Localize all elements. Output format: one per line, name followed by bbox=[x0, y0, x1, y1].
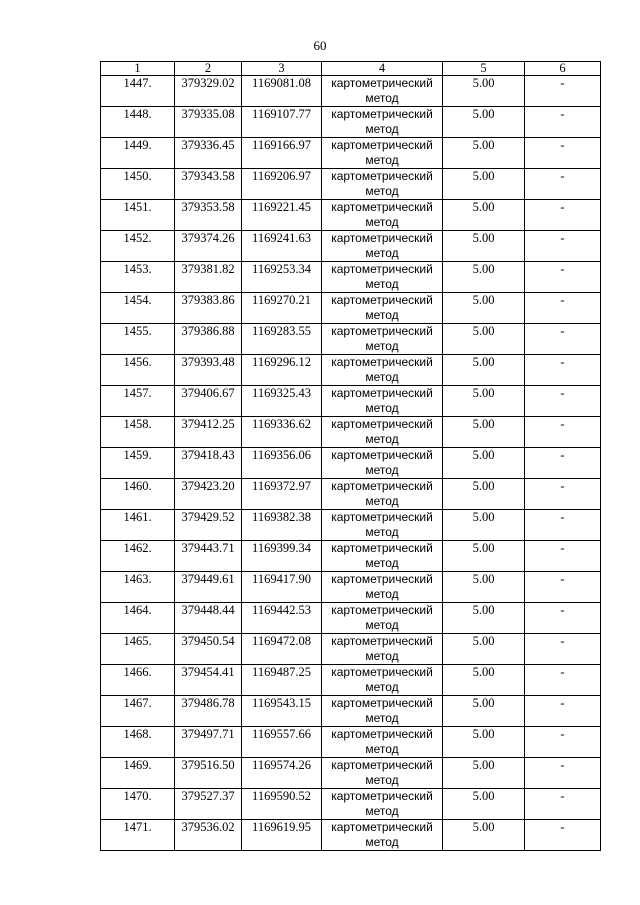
y-coordinate-cell: 1169107.77 bbox=[242, 107, 322, 138]
table-row bbox=[101, 293, 601, 324]
table-row bbox=[101, 820, 601, 851]
error-cell: 5.00 bbox=[443, 510, 525, 541]
x-coordinate-cell: 379454.41 bbox=[175, 665, 242, 696]
col6-cell: - bbox=[525, 758, 601, 789]
method-line-1: картометрический bbox=[331, 231, 433, 245]
method-line-1: картометрический bbox=[331, 386, 433, 400]
col6-cell: - bbox=[525, 324, 601, 355]
method-line-2: метод bbox=[365, 556, 399, 570]
x-coordinate-cell: 379412.25 bbox=[175, 417, 242, 448]
table-row bbox=[101, 510, 601, 541]
table-row bbox=[101, 665, 601, 696]
x-coordinate-cell: 379335.08 bbox=[175, 107, 242, 138]
method-cell bbox=[322, 634, 443, 665]
error-cell: 5.00 bbox=[443, 231, 525, 262]
col6-cell: - bbox=[525, 448, 601, 479]
method-line-1: картометрический bbox=[331, 634, 433, 648]
x-coordinate-cell: 379449.61 bbox=[175, 572, 242, 603]
x-coordinate-cell: 379393.48 bbox=[175, 355, 242, 386]
y-coordinate-cell: 1169472.08 bbox=[242, 634, 322, 665]
method-cell bbox=[322, 138, 443, 169]
x-coordinate-cell: 379383.86 bbox=[175, 293, 242, 324]
x-coordinate-cell: 379516.50 bbox=[175, 758, 242, 789]
y-coordinate-cell: 1169241.63 bbox=[242, 231, 322, 262]
table-row bbox=[101, 107, 601, 138]
table-row bbox=[101, 479, 601, 510]
table-row bbox=[101, 386, 601, 417]
table-row bbox=[101, 262, 601, 293]
y-coordinate-cell: 1169325.43 bbox=[242, 386, 322, 417]
col6-cell: - bbox=[525, 789, 601, 820]
method-line-2: метод bbox=[365, 649, 399, 663]
point-number-cell: 1449. bbox=[101, 138, 175, 169]
method-line-2: метод bbox=[365, 91, 399, 105]
y-coordinate-cell: 1169574.26 bbox=[242, 758, 322, 789]
method-line-2: метод bbox=[365, 432, 399, 446]
header-col-4: 4 bbox=[322, 62, 443, 76]
method-line-1: картометрический bbox=[331, 169, 433, 183]
method-line-1: картометрический bbox=[331, 789, 433, 803]
table-row bbox=[101, 355, 601, 386]
x-coordinate-cell: 379486.78 bbox=[175, 696, 242, 727]
error-cell: 5.00 bbox=[443, 448, 525, 479]
y-coordinate-cell: 1169283.55 bbox=[242, 324, 322, 355]
page-number: 60 bbox=[313, 38, 327, 53]
error-cell: 5.00 bbox=[443, 138, 525, 169]
error-cell: 5.00 bbox=[443, 789, 525, 820]
method-line-1: картометрический bbox=[331, 448, 433, 462]
point-number-cell: 1452. bbox=[101, 231, 175, 262]
method-line-2: метод bbox=[365, 184, 399, 198]
point-number-cell: 1469. bbox=[101, 758, 175, 789]
method-line-1: картометрический bbox=[331, 417, 433, 431]
point-number-cell: 1448. bbox=[101, 107, 175, 138]
error-cell: 5.00 bbox=[443, 262, 525, 293]
method-line-2: метод bbox=[365, 680, 399, 694]
method-line-1: картометрический bbox=[331, 138, 433, 152]
coordinates-table bbox=[100, 61, 601, 851]
error-cell: 5.00 bbox=[443, 572, 525, 603]
method-line-2: метод bbox=[365, 618, 399, 632]
method-line-1: картометрический bbox=[331, 262, 433, 276]
method-line-2: метод bbox=[365, 587, 399, 601]
method-line-2: метод bbox=[365, 339, 399, 353]
point-number-cell: 1467. bbox=[101, 696, 175, 727]
method-line-2: метод bbox=[365, 525, 399, 539]
point-number-cell: 1459. bbox=[101, 448, 175, 479]
header-col-3: 3 bbox=[242, 62, 322, 76]
point-number-cell: 1454. bbox=[101, 293, 175, 324]
col6-cell: - bbox=[525, 541, 601, 572]
y-coordinate-cell: 1169417.90 bbox=[242, 572, 322, 603]
method-line-2: метод bbox=[365, 308, 399, 322]
table-row bbox=[101, 696, 601, 727]
error-cell: 5.00 bbox=[443, 820, 525, 851]
table-row bbox=[101, 200, 601, 231]
col6-cell: - bbox=[525, 138, 601, 169]
error-cell: 5.00 bbox=[443, 479, 525, 510]
y-coordinate-cell: 1169081.08 bbox=[242, 76, 322, 107]
table-row bbox=[101, 324, 601, 355]
error-cell: 5.00 bbox=[443, 417, 525, 448]
method-line-1: картометрический bbox=[331, 603, 433, 617]
x-coordinate-cell: 379448.44 bbox=[175, 603, 242, 634]
method-line-1: картометрический bbox=[331, 541, 433, 555]
method-cell bbox=[322, 820, 443, 851]
col6-cell: - bbox=[525, 355, 601, 386]
method-line-2: метод bbox=[365, 153, 399, 167]
error-cell: 5.00 bbox=[443, 107, 525, 138]
y-coordinate-cell: 1169382.38 bbox=[242, 510, 322, 541]
error-cell: 5.00 bbox=[443, 727, 525, 758]
method-cell bbox=[322, 262, 443, 293]
method-cell bbox=[322, 727, 443, 758]
y-coordinate-cell: 1169590.52 bbox=[242, 789, 322, 820]
method-cell bbox=[322, 386, 443, 417]
table-row bbox=[101, 572, 601, 603]
error-cell: 5.00 bbox=[443, 169, 525, 200]
point-number-cell: 1463. bbox=[101, 572, 175, 603]
x-coordinate-cell: 379329.02 bbox=[175, 76, 242, 107]
y-coordinate-cell: 1169356.06 bbox=[242, 448, 322, 479]
table-body bbox=[101, 76, 601, 851]
table-header-row bbox=[101, 62, 601, 76]
header-col-5: 5 bbox=[443, 62, 525, 76]
method-cell bbox=[322, 231, 443, 262]
error-cell: 5.00 bbox=[443, 76, 525, 107]
col6-cell: - bbox=[525, 572, 601, 603]
method-line-2: метод bbox=[365, 370, 399, 384]
y-coordinate-cell: 1169372.97 bbox=[242, 479, 322, 510]
method-line-1: картометрический bbox=[331, 324, 433, 338]
method-cell bbox=[322, 541, 443, 572]
point-number-cell: 1450. bbox=[101, 169, 175, 200]
method-line-1: картометрический bbox=[331, 355, 433, 369]
y-coordinate-cell: 1169206.97 bbox=[242, 169, 322, 200]
method-line-1: картометрический bbox=[331, 76, 433, 90]
method-line-1: картометрический bbox=[331, 665, 433, 679]
y-coordinate-cell: 1169619.95 bbox=[242, 820, 322, 851]
method-line-2: метод bbox=[365, 494, 399, 508]
point-number-cell: 1470. bbox=[101, 789, 175, 820]
y-coordinate-cell: 1169166.97 bbox=[242, 138, 322, 169]
error-cell: 5.00 bbox=[443, 293, 525, 324]
col6-cell: - bbox=[525, 634, 601, 665]
method-cell bbox=[322, 107, 443, 138]
x-coordinate-cell: 379374.26 bbox=[175, 231, 242, 262]
table-row bbox=[101, 231, 601, 262]
x-coordinate-cell: 379443.71 bbox=[175, 541, 242, 572]
error-cell: 5.00 bbox=[443, 386, 525, 417]
y-coordinate-cell: 1169399.34 bbox=[242, 541, 322, 572]
x-coordinate-cell: 379497.71 bbox=[175, 727, 242, 758]
point-number-cell: 1460. bbox=[101, 479, 175, 510]
method-cell bbox=[322, 417, 443, 448]
method-cell bbox=[322, 479, 443, 510]
col6-cell: - bbox=[525, 727, 601, 758]
col6-cell: - bbox=[525, 293, 601, 324]
point-number-cell: 1447. bbox=[101, 76, 175, 107]
error-cell: 5.00 bbox=[443, 603, 525, 634]
y-coordinate-cell: 1169557.66 bbox=[242, 727, 322, 758]
method-cell bbox=[322, 293, 443, 324]
y-coordinate-cell: 1169221.45 bbox=[242, 200, 322, 231]
x-coordinate-cell: 379406.67 bbox=[175, 386, 242, 417]
col6-cell: - bbox=[525, 231, 601, 262]
col6-cell: - bbox=[525, 107, 601, 138]
method-line-1: картометрический bbox=[331, 107, 433, 121]
table-row bbox=[101, 758, 601, 789]
table-row bbox=[101, 603, 601, 634]
point-number-cell: 1466. bbox=[101, 665, 175, 696]
point-number-cell: 1457. bbox=[101, 386, 175, 417]
point-number-cell: 1453. bbox=[101, 262, 175, 293]
col6-cell: - bbox=[525, 820, 601, 851]
method-line-2: метод bbox=[365, 401, 399, 415]
method-line-1: картометрический bbox=[331, 293, 433, 307]
x-coordinate-cell: 379353.58 bbox=[175, 200, 242, 231]
error-cell: 5.00 bbox=[443, 696, 525, 727]
x-coordinate-cell: 379343.58 bbox=[175, 169, 242, 200]
header-col-2: 2 bbox=[175, 62, 242, 76]
method-cell bbox=[322, 169, 443, 200]
point-number-cell: 1456. bbox=[101, 355, 175, 386]
table-row bbox=[101, 634, 601, 665]
method-line-2: метод bbox=[365, 835, 399, 849]
method-line-2: метод bbox=[365, 215, 399, 229]
point-number-cell: 1462. bbox=[101, 541, 175, 572]
table-row bbox=[101, 448, 601, 479]
method-line-1: картометрический bbox=[331, 200, 433, 214]
method-cell bbox=[322, 324, 443, 355]
method-cell bbox=[322, 448, 443, 479]
method-line-2: метод bbox=[365, 246, 399, 260]
point-number-cell: 1468. bbox=[101, 727, 175, 758]
y-coordinate-cell: 1169487.25 bbox=[242, 665, 322, 696]
x-coordinate-cell: 379381.82 bbox=[175, 262, 242, 293]
method-line-2: метод bbox=[365, 742, 399, 756]
point-number-cell: 1471. bbox=[101, 820, 175, 851]
method-line-2: метод bbox=[365, 773, 399, 787]
table-row bbox=[101, 138, 601, 169]
method-line-1: картометрический bbox=[331, 479, 433, 493]
method-line-2: метод bbox=[365, 463, 399, 477]
col6-cell: - bbox=[525, 169, 601, 200]
error-cell: 5.00 bbox=[443, 355, 525, 386]
point-number-cell: 1451. bbox=[101, 200, 175, 231]
table-row bbox=[101, 541, 601, 572]
x-coordinate-cell: 379418.43 bbox=[175, 448, 242, 479]
method-line-1: картометрический bbox=[331, 820, 433, 834]
method-cell bbox=[322, 200, 443, 231]
method-line-2: метод bbox=[365, 711, 399, 725]
col6-cell: - bbox=[525, 479, 601, 510]
y-coordinate-cell: 1169253.34 bbox=[242, 262, 322, 293]
y-coordinate-cell: 1169543.15 bbox=[242, 696, 322, 727]
method-cell bbox=[322, 76, 443, 107]
y-coordinate-cell: 1169270.21 bbox=[242, 293, 322, 324]
x-coordinate-cell: 379423.20 bbox=[175, 479, 242, 510]
method-line-1: картометрический bbox=[331, 572, 433, 586]
x-coordinate-cell: 379429.52 bbox=[175, 510, 242, 541]
method-line-1: картометрический bbox=[331, 510, 433, 524]
point-number-cell: 1455. bbox=[101, 324, 175, 355]
x-coordinate-cell: 379386.88 bbox=[175, 324, 242, 355]
point-number-cell: 1464. bbox=[101, 603, 175, 634]
method-cell bbox=[322, 572, 443, 603]
point-number-cell: 1461. bbox=[101, 510, 175, 541]
col6-cell: - bbox=[525, 417, 601, 448]
col6-cell: - bbox=[525, 386, 601, 417]
method-line-1: картометрический bbox=[331, 727, 433, 741]
x-coordinate-cell: 379536.02 bbox=[175, 820, 242, 851]
col6-cell: - bbox=[525, 510, 601, 541]
method-cell bbox=[322, 758, 443, 789]
table-row bbox=[101, 169, 601, 200]
method-cell bbox=[322, 355, 443, 386]
method-line-2: метод bbox=[365, 122, 399, 136]
x-coordinate-cell: 379336.45 bbox=[175, 138, 242, 169]
table-row bbox=[101, 727, 601, 758]
method-line-2: метод bbox=[365, 277, 399, 291]
method-line-1: картометрический bbox=[331, 758, 433, 772]
col6-cell: - bbox=[525, 200, 601, 231]
col6-cell: - bbox=[525, 262, 601, 293]
table-row bbox=[101, 417, 601, 448]
error-cell: 5.00 bbox=[443, 200, 525, 231]
y-coordinate-cell: 1169296.12 bbox=[242, 355, 322, 386]
method-line-1: картометрический bbox=[331, 696, 433, 710]
y-coordinate-cell: 1169336.62 bbox=[242, 417, 322, 448]
error-cell: 5.00 bbox=[443, 758, 525, 789]
method-cell bbox=[322, 665, 443, 696]
y-coordinate-cell: 1169442.53 bbox=[242, 603, 322, 634]
method-cell bbox=[322, 789, 443, 820]
error-cell: 5.00 bbox=[443, 634, 525, 665]
error-cell: 5.00 bbox=[443, 324, 525, 355]
col6-cell: - bbox=[525, 665, 601, 696]
col6-cell: - bbox=[525, 603, 601, 634]
point-number-cell: 1458. bbox=[101, 417, 175, 448]
col6-cell: - bbox=[525, 696, 601, 727]
point-number-cell: 1465. bbox=[101, 634, 175, 665]
error-cell: 5.00 bbox=[443, 541, 525, 572]
col6-cell: - bbox=[525, 76, 601, 107]
method-line-2: метод bbox=[365, 804, 399, 818]
table-row bbox=[101, 76, 601, 107]
method-cell bbox=[322, 603, 443, 634]
method-cell bbox=[322, 696, 443, 727]
table-row bbox=[101, 789, 601, 820]
header-col-6: 6 bbox=[525, 62, 601, 76]
header-col-1: 1 bbox=[101, 62, 175, 76]
error-cell: 5.00 bbox=[443, 665, 525, 696]
method-cell bbox=[322, 510, 443, 541]
x-coordinate-cell: 379527.37 bbox=[175, 789, 242, 820]
x-coordinate-cell: 379450.54 bbox=[175, 634, 242, 665]
